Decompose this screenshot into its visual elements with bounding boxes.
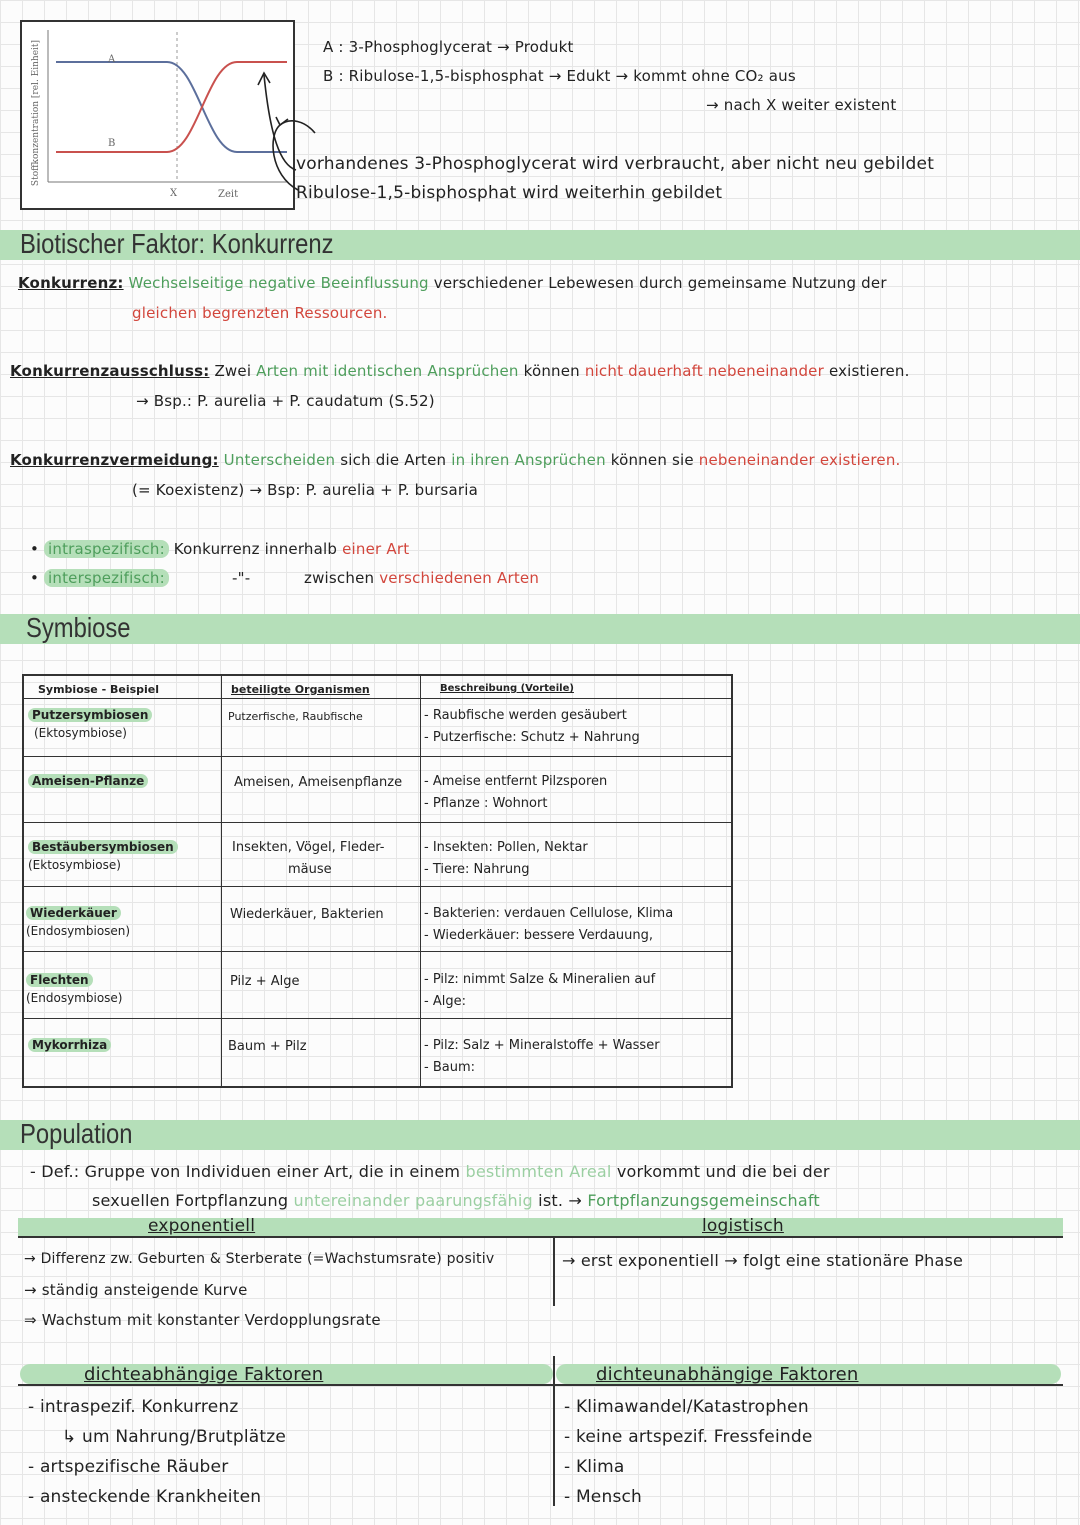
- intra-red: einer Art: [342, 540, 410, 558]
- dep-item-3: - artspezifische Räuber: [28, 1457, 229, 1477]
- indep-item-1: - Klimawandel/Katastrophen: [564, 1397, 809, 1417]
- konkurrenz-term: Konkurrenz:: [18, 274, 124, 292]
- ausschluss-a: Zwei: [214, 362, 252, 380]
- ausschluss-line: [10, 362, 910, 380]
- ausschluss-red: nicht dauerhaft nebeneinander: [584, 362, 824, 380]
- note-formed: Ribulose-1,5-bisphosphat wird weiterhin gebildet: [296, 183, 723, 203]
- intra-term: intraspezifisch:: [44, 540, 169, 558]
- log-item: → erst exponentiell → folgt eine stationäre Phase: [562, 1251, 964, 1270]
- dep-item-4: - ansteckende Krankheiten: [28, 1487, 262, 1507]
- indep-item-3: - Klima: [564, 1457, 625, 1477]
- table-row: Mykorrhiza: [28, 1038, 111, 1052]
- table-row: Wiederkäuer (Endosymbiosen): [26, 906, 131, 938]
- konkurrenz-def-black: verschiedener Lebewesen durch gemeinsame Nutzung der: [433, 274, 887, 292]
- vermeidung-line: [10, 451, 901, 469]
- ausschluss-example: → Bsp.: P. aurelia + P. caudatum (S.52): [136, 392, 435, 410]
- ausschluss-term: Konkurrenzausschluss:: [10, 362, 210, 380]
- x-tick-label: X: [170, 188, 178, 199]
- inter-rest: [304, 569, 539, 587]
- curve-a-label: A: [108, 54, 116, 65]
- note-b: B : Ribulose-1,5-bisphosphat → Edukt → kommt ohne CO₂ aus: [323, 67, 796, 85]
- indep-item-2: - keine artspezif. Fressfeinde: [564, 1427, 813, 1447]
- vermeidung-green1: Unterscheiden: [223, 451, 336, 469]
- ausschluss-green: Arten mit identischen Ansprüchen: [256, 362, 519, 380]
- vermeidung-green2: in ihren Ansprüchen: [451, 451, 606, 469]
- symbiose-table: Symbiose - Beispiel beteiligte Organismen Beschreibung (Vorteile) Putzersymbiosen (Ektosymbiose) Putzerfische, Raubfische - Raubfische werden gesäubert - Putzerfische: Schutz + Nahrung Ameisen-Pflanze Ameisen, Ameisenpflanze - Ameise entfernt Pilzsporen - Pflanze : Wohnort Bestäubersymbiosen (Ektosymbiose) Insekten, Vögel, Fleder- mäuse - Insekten: Pollen, Nektar - Tiere: Nahrung Wiederkäuer (Endosymbiosen) Wiederkäuer, Bakterien - Bakterien: verdauen Cellulose, Klima - Wiederkäuer: bessere Verdauung, Flechten (Endosymbiose) Pilz + Alge - Pilz: nimmt Salze & Mineralien auf - Alge: Mykorrhiza Baum + Pilz - Pilz: Salz + Mineralstoffe + Wasser - Baum:: [22, 674, 733, 1088]
- table-row: Bestäubersymbiosen (Ektosymbiose): [28, 840, 178, 876]
- intra-text: Konkurrenz innerhalb: [173, 540, 338, 558]
- curve-b-label: B: [108, 138, 116, 149]
- population-heading: Population: [20, 1118, 133, 1149]
- inter-line: [30, 569, 169, 587]
- inter-term: interspezifisch:: [44, 569, 169, 587]
- konkurrenz-definition: [18, 274, 887, 292]
- bullet-icon: •: [30, 540, 40, 558]
- note-b-2: → nach X weiter existent: [706, 96, 897, 114]
- population-band: [0, 1120, 1080, 1150]
- inter-red: verschiedenen Arten: [379, 569, 540, 587]
- table-header-example: Symbiose - Beispiel: [38, 683, 160, 696]
- ausschluss-b: können: [523, 362, 580, 380]
- inter-text: zwischen: [304, 569, 375, 587]
- konkurrenz-def-red: gleichen begrenzten Ressourcen.: [132, 304, 388, 322]
- vermeidung-red: nebeneinander existieren.: [698, 451, 901, 469]
- symbiose-band: [0, 614, 1080, 644]
- table-row: Flechten (Endosymbiose): [26, 973, 123, 1005]
- indep-heading: dichteunabhängige Faktoren: [596, 1364, 859, 1385]
- exp-item-2: → ständig ansteigende Kurve: [24, 1281, 248, 1299]
- population-definition-2: sexuellen Fortpflanzung untereinander paarungsfähig ist. → Fortpflanzungsgemeinschaft: [92, 1191, 820, 1210]
- x-axis-label: Zeit: [218, 189, 239, 200]
- population-definition: - Def.: Gruppe von Individuen einer Art, die in einem bestimmten Areal vorkommt und die bei der: [30, 1162, 830, 1181]
- vermeidung-term: Konkurrenzvermeidung:: [10, 451, 219, 469]
- symbiose-heading: Symbiose: [26, 612, 131, 643]
- exp-item-3: ⇒ Wachstum mit konstanter Verdopplungsrate: [24, 1311, 381, 1329]
- exponentiell-heading: exponentiell: [148, 1216, 256, 1236]
- konkurrenz-heading: Biotischer Faktor: Konkurrenz: [20, 228, 334, 259]
- dep-item-1: - intraspezif. Konkurrenz: [28, 1397, 239, 1417]
- indep-item-4: - Mensch: [564, 1487, 643, 1507]
- ausschluss-c: existieren.: [828, 362, 910, 380]
- note-a: A : 3-Phosphoglycerat → Produkt: [323, 38, 574, 56]
- vermeidung-a: sich die Arten: [340, 451, 447, 469]
- vermeidung-b: können sie: [610, 451, 694, 469]
- dep-item-2: ↳ um Nahrung/Brutplätze: [62, 1427, 287, 1447]
- bullet-icon: •: [30, 569, 40, 587]
- table-header-organisms: beteiligte Organismen: [231, 683, 370, 696]
- exp-item-1: → Differenz zw. Geburten & Sterberate (=Wachstumsrate) positiv: [24, 1251, 495, 1267]
- vermeidung-example: (= Koexistenz) → Bsp: P. aurelia + P. bursaria: [132, 481, 478, 499]
- table-row: Ameisen-Pflanze: [28, 774, 148, 788]
- inter-ditto: -"-: [232, 569, 251, 587]
- logistisch-heading: logistisch: [702, 1216, 784, 1236]
- graph-y-label: Stoffkonzentration [rel. Einheit]: [31, 39, 41, 187]
- note-used: vorhandenes 3-Phosphoglycerat wird verbraucht, aber nicht neu gebildet: [296, 154, 935, 174]
- dep-heading: dichteabhängige Faktoren: [84, 1364, 324, 1385]
- konkurrenz-def-green: Wechselseitige negative Beeinflussung: [128, 274, 429, 292]
- intra-line: [30, 540, 409, 558]
- table-row: Putzersymbiosen (Ektosymbiose): [28, 708, 152, 744]
- table-header-description: Beschreibung (Vorteile): [440, 683, 574, 694]
